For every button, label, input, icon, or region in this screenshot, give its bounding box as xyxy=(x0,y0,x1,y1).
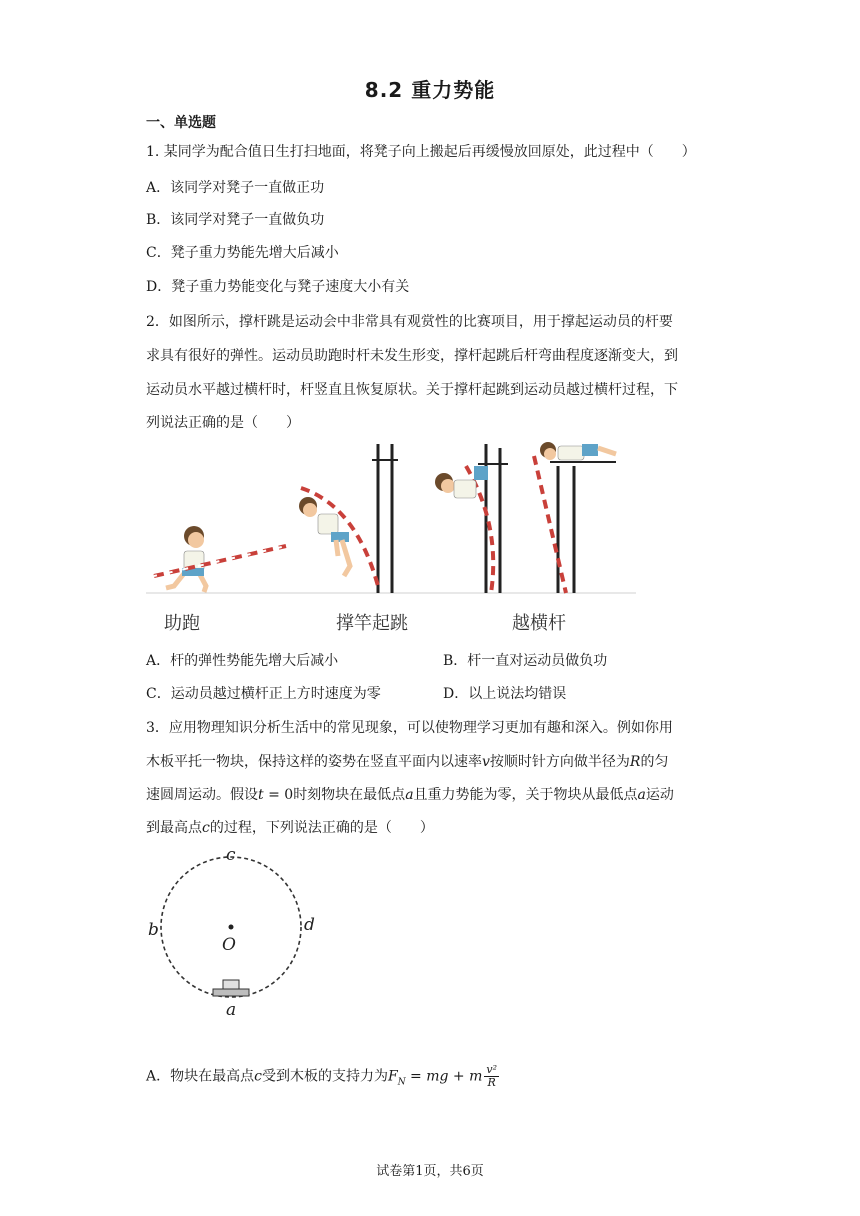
figure-label-run: 助跑 xyxy=(164,613,200,634)
q3-line-4: 到最高点c的过程，下列说法正确的是（ ） xyxy=(146,820,434,836)
q1-option-b: B．该同学对凳子一直做负功 xyxy=(146,212,325,228)
pole-vault-figure xyxy=(146,436,636,636)
figure-label-over-bar: 越横杆 xyxy=(512,613,566,634)
section-heading: 一、单选题 xyxy=(146,115,216,131)
q2-option-a: A．杆的弹性势能先增大后减小 xyxy=(146,653,339,669)
q2-stem-line-4: 列说法正确的是（ ） xyxy=(146,415,300,431)
q2-stem-line-1: 2．如图所示，撑杆跳是运动会中非常具有观赏性的比赛项目，用于撑起运动员的杆要 xyxy=(146,314,673,330)
q2-stem-line-2: 求具有很好的弹性。运动员助跑时杆未发生形变，撑杆起跳后杆弯曲程度逐渐变大，到 xyxy=(146,348,678,364)
q1-option-d: D．凳子重力势能变化与凳子速度大小有关 xyxy=(146,279,410,295)
takeoff-illustration xyxy=(299,444,398,593)
q3-line-2: 木板平托一物块，保持这样的姿势在竖直平面内以速率v按顺时针方向做半径为R的匀 xyxy=(146,754,669,770)
center-o-label: O xyxy=(222,935,236,955)
point-c-label: c xyxy=(226,845,236,865)
point-d-label: d xyxy=(304,915,315,935)
over-bar-illustration xyxy=(435,442,616,593)
point-a-label: a xyxy=(226,1000,237,1020)
page-footer: 试卷第1页，共6页 xyxy=(376,1164,484,1179)
q2-option-b: B．杆一直对运动员做负功 xyxy=(443,653,608,669)
figure-label-takeoff: 撑竿起跳 xyxy=(336,613,408,634)
q3-line-1: 3．应用物理知识分析生活中的常见现象，可以使物理学习更加有趣和深入。例如你用 xyxy=(146,720,673,736)
q3-line-3: 速圆周运动。假设t = 0时刻物块在最低点a且重力势能为零，关于物块从最低点a运动 xyxy=(146,787,674,803)
q3-option-a: A．物块在最高点c受到木板的支持力为$F_N$ = mg + m $\frac{\text{v²}}{R}$ xyxy=(146,1063,497,1089)
page-title: 8.2 重力势能 xyxy=(364,78,496,102)
q2-option-d: D．以上说法均错误 xyxy=(443,686,567,702)
q2-stem-line-3: 运动员水平越过横杆时，杆竖直且恢复原状。关于撑杆起跳到运动员越过横杆过程，下 xyxy=(146,382,678,398)
runner-illustration xyxy=(154,526,286,592)
q1-option-c: C．凳子重力势能先增大后减小 xyxy=(146,245,339,261)
circular-motion-figure xyxy=(140,840,330,1020)
point-b-label: b xyxy=(148,920,159,940)
q1-option-a: A．该同学对凳子一直做正功 xyxy=(146,180,325,196)
q2-option-c: C．运动员越过横杆正上方时速度为零 xyxy=(146,686,381,702)
q1-stem: 1. 某同学为配合值日生打扫地面，将凳子向上搬起后再缓慢放回原处，此过程中（ ） xyxy=(146,144,696,160)
